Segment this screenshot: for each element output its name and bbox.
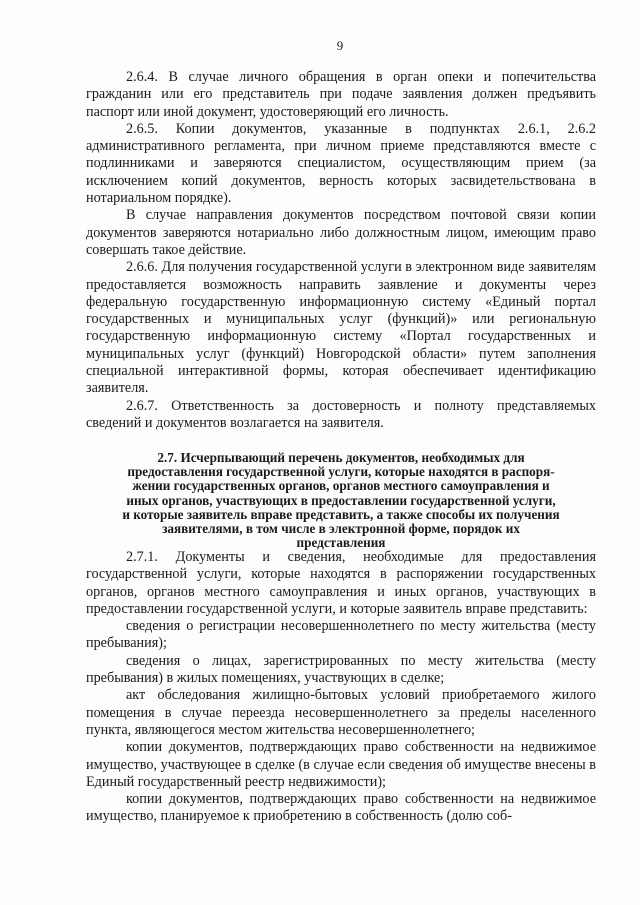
paragraph-2-6-6: 2.6.6. Для получения государственной услуги в электронном виде заявителям предоставляется возможность направить заявление и документы через федеральную государственную информационную систему «Единый портал государственных и муниципальных услуг (функций)» или региональную государственную информационную систему «Портал государственных и муниципальных услуг (функций) Новгородской области» путем заполнения специальной интерактивной формы, которая обеспечивает идентификацию заявителя. (86, 259, 596, 397)
paragraph-2-7-1: 2.7.1. Документы и сведения, необходимые для предоставления государственной услуги, которые находятся в распоряжении государственных органов, органов местного самоуправления и иных органов, участвующих в предоставлении государственной услуги, и которые заявитель вправе представить: (86, 549, 596, 617)
paragraph-2-6-4: 2.6.4. В случае личного обращения в орган опеки и попечительства гражданин или его представитель при подаче заявления должен предъявить паспорт или иной документ, удостоверяющий его личность. (86, 69, 596, 120)
list-item-ownership-planned: копии документов, подтверждающих право собственности на недвижимое имущество, планируемое к приобретению в собственность (долю соб- (86, 791, 596, 825)
heading-line: жении государственных органов, органов местного самоуправления и (132, 478, 550, 494)
page-number: 9 (336, 38, 344, 53)
list-item-inspection-act: акт обследования жилищно-бытовых условий приобретаемого жилого помещения в случае переезда несовершеннолетнего за пределы населенного пункта, являющегося местом жительства несовершеннолетнего; (86, 687, 596, 738)
heading-line: заявителями, в том числе в электронной форме, порядок их (162, 521, 520, 537)
heading-line: 2.7. Исчерпывающий перечень документов, необходимых для (157, 450, 525, 465)
list-item-ownership-copies: копии документов, подтверждающих право собственности на недвижимое имущество, участвующее в сделке (в случае если сведения об имуществе внесены в Единый государственный реестр недвижимости); (86, 739, 596, 790)
body-text-bottom (86, 549, 596, 826)
heading-line: предоставления государственной услуги, которые находятся в распоря- (127, 464, 555, 480)
paragraph-2-6-5: 2.6.5. Копии документов, указанные в подпунктах 2.6.1, 2.6.2 административного регламента, при личном приеме представляются вместе с подлинниками и заверяются специалистом, осуществляющим прием (за исключением копий документов, верность которых засвидетельствована в нотариальном порядке). (86, 120, 596, 207)
body-text-top (86, 69, 596, 432)
section-heading-2-7 (86, 451, 596, 550)
heading-line: представления (296, 535, 386, 551)
heading-line: иных органов, участвующих в предоставлении государственной услуги, (126, 492, 556, 508)
paragraph-postal-copies: В случае направления документов посредством почтовой связи копии документов заверяются нотариально либо должностным лицом, имеющим право совершать такое действие. (86, 207, 596, 258)
paragraph-2-6-7: 2.6.7. Ответственность за достоверность и полноту представляемых сведений и документов возлагается на заявителя. (86, 397, 596, 431)
heading-line: и которые заявитель вправе представить, а также способы их получения (122, 506, 560, 522)
list-item-registered-persons: сведения о лицах, зарегистрированных по месту жительства (месту пребывания) в жилых помещениях, участвующих в сделке; (86, 652, 596, 687)
list-item-registration: сведения о регистрации несовершеннолетнего по месту жительства (месту пребывания); (86, 618, 596, 652)
